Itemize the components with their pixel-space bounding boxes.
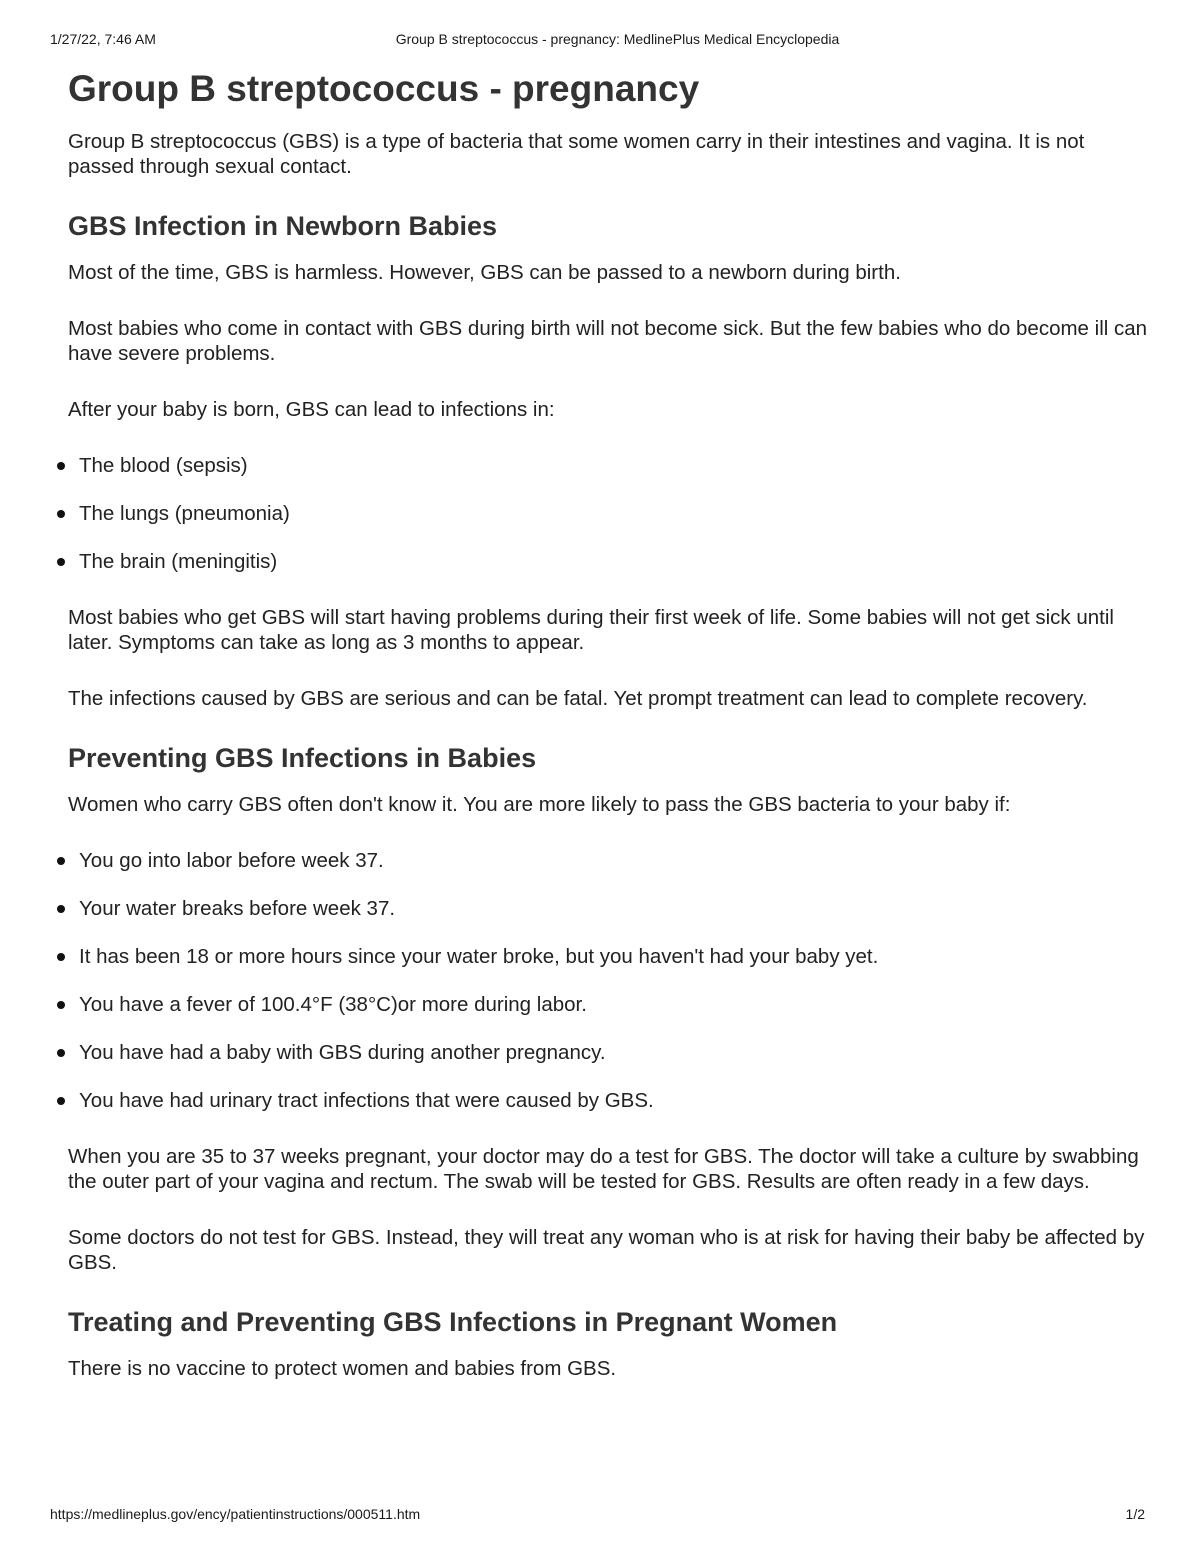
- section-heading-treating-pregnant-women: Treating and Preventing GBS Infections in Pregnant Women: [68, 1307, 838, 1337]
- list-item: [55, 453, 1148, 478]
- list-item-text: The brain (meningitis): [79, 550, 278, 573]
- print-footer: [50, 1506, 1145, 1524]
- list-item-text: You have had a baby with GBS during another pregnancy.: [79, 1041, 606, 1064]
- paragraph: Women who carry GBS often don't know it. You are more likely to pass the GBS bacteria to your baby if:: [68, 793, 1011, 816]
- paragraph: Most babies who get GBS will start having problems during their first week of life. Some babies will not get sick until later. Symptoms can take as long as 3 months to appear.: [68, 606, 1114, 654]
- paragraph: After your baby is born, GBS can lead to infections in:: [68, 398, 555, 421]
- section-heading-preventing-baby-infections: Preventing GBS Infections in Babies: [68, 743, 537, 773]
- page-url: https://medlineplus.gov/ency/patientinstructions/000511.htm: [50, 1506, 421, 1522]
- bullet-icon: [57, 953, 65, 961]
- list-item-text: You go into labor before week 37.: [79, 849, 384, 872]
- list-item: [55, 896, 1148, 921]
- list-item-text: Your water breaks before week 37.: [79, 897, 396, 920]
- list-item: [55, 848, 1148, 873]
- paragraph: When you are 35 to 37 weeks pregnant, your doctor may do a test for GBS. The doctor will take a culture by swabbing the outer part of your vagina and rectum. The swab will be tested for GBS. Results are often ready in a few days.: [68, 1145, 1139, 1193]
- list-item: [55, 992, 1148, 1017]
- bullet-icon: [57, 1097, 65, 1105]
- paragraph: Most of the time, GBS is harmless. However, GBS can be passed to a newborn during birth.: [68, 261, 901, 284]
- list-item: [55, 501, 1148, 526]
- intro-paragraph: Group B streptococcus (GBS) is a type of bacteria that some women carry in their intestines and vagina. It is not passed through sexual contact.: [68, 130, 1085, 178]
- bullet-icon: [57, 857, 65, 865]
- bullet-icon: [57, 1001, 65, 1009]
- bullet-icon: [57, 462, 65, 470]
- risk-factors-list: [55, 848, 1148, 1113]
- print-date: 1/27/22, 7:46 AM: [50, 31, 156, 47]
- bullet-icon: [57, 1049, 65, 1057]
- article: [68, 66, 1148, 1412]
- bullet-icon: [57, 905, 65, 913]
- list-item-text: The blood (sepsis): [79, 454, 248, 477]
- infection-sites-list: [55, 453, 1148, 574]
- list-item: [55, 1088, 1148, 1113]
- list-item: [55, 549, 1148, 574]
- print-document-title: Group B streptococcus - pregnancy: MedlinePlus Medical Encyclopedia: [395, 31, 840, 47]
- list-item-text: You have had urinary tract infections that were caused by GBS.: [79, 1089, 654, 1112]
- bullet-icon: [57, 510, 65, 518]
- print-header: [50, 31, 1145, 49]
- list-item-text: You have a fever of 100.4°F (38°C)or more during labor.: [79, 993, 587, 1016]
- list-item-text: The lungs (pneumonia): [79, 502, 290, 525]
- list-item: [55, 1040, 1148, 1065]
- paragraph: The infections caused by GBS are serious and can be fatal. Yet prompt treatment can lead to complete recovery.: [68, 687, 1088, 710]
- list-item-text: It has been 18 or more hours since your water broke, but you haven't had your baby yet.: [79, 945, 879, 968]
- paragraph: Some doctors do not test for GBS. Instead, they will treat any woman who is at risk for having their baby be affected by GBS.: [68, 1226, 1145, 1274]
- bullet-icon: [57, 558, 65, 566]
- paragraph: There is no vaccine to protect women and babies from GBS.: [68, 1357, 617, 1380]
- page-number: 1/2: [1125, 1506, 1145, 1522]
- list-item: [55, 944, 1148, 969]
- page-title: Group B streptococcus - pregnancy: [68, 68, 700, 109]
- paragraph: Most babies who come in contact with GBS during birth will not become sick. But the few babies who do become ill can have severe problems.: [68, 317, 1148, 365]
- section-heading-newborn-infection: GBS Infection in Newborn Babies: [68, 211, 498, 241]
